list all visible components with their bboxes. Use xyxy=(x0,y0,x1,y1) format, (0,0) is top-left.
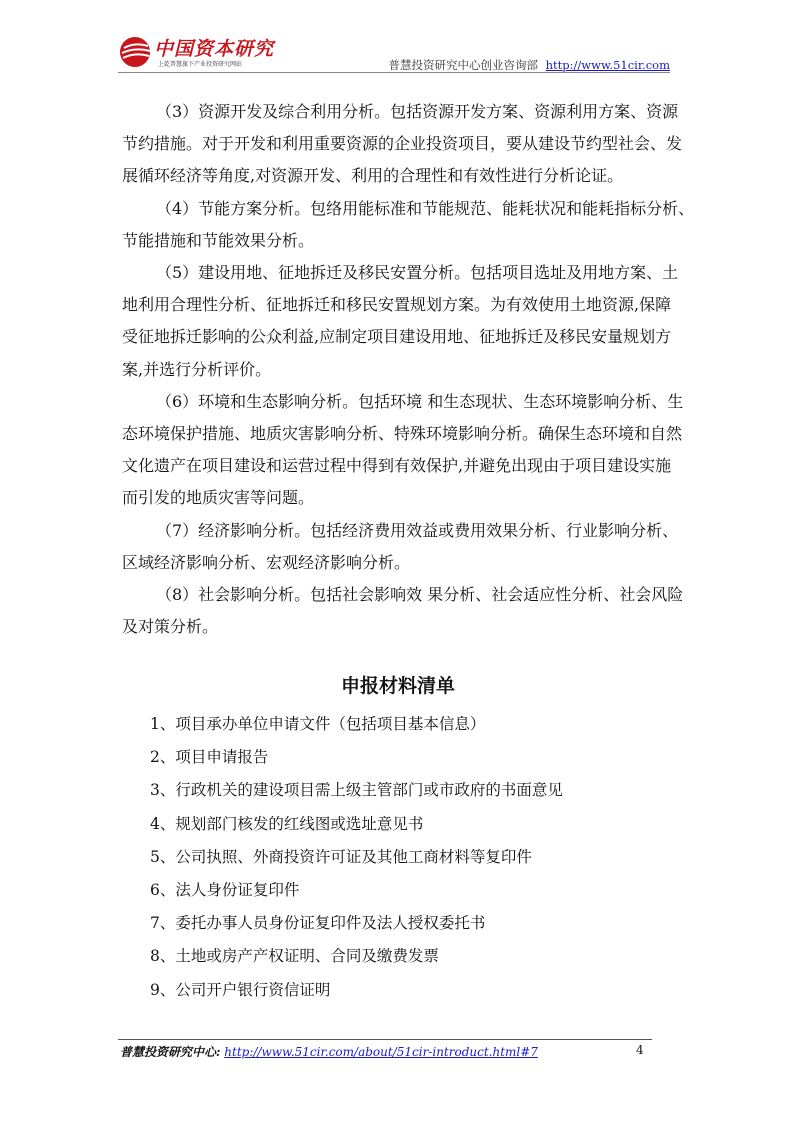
header-divider xyxy=(118,72,670,73)
logo-title: 中国资本研究 xyxy=(154,38,275,60)
list-item: 5、公司执照、外商投资许可证及其他工商材料等复印件 xyxy=(150,847,532,866)
header-link[interactable]: http://www.51cir.com xyxy=(545,58,670,72)
list-item: 7、委托办事人员身份证复印件及法人授权委托书 xyxy=(150,914,486,933)
header-org: 普慧投资研究中心创业咨询部 xyxy=(388,58,538,72)
header-info xyxy=(388,57,670,73)
paragraph-line: 态环境保护措施、地质灾害影响分析、特殊环境影响分析。确保生态环境和自然 xyxy=(122,424,683,444)
paragraph-line: （4）节能方案分析。包络用能标准和节能规范、能耗状况和能耗指标分析、 xyxy=(156,198,695,218)
footer-label: 普慧投资研究中心: xyxy=(120,1045,221,1059)
paragraph-line: 而引发的地质灾害等问题。 xyxy=(122,488,315,508)
list-item: 2、项目申请报告 xyxy=(150,748,269,767)
paragraph-line: 节约措施。对于开发和利用重要资源的企业投资项目，要从建设节约型社会、发 xyxy=(122,134,683,154)
paragraph xyxy=(122,193,695,257)
list-item: 8、土地或房产产权证明、合同及缴费发票 xyxy=(150,947,439,966)
paragraph xyxy=(122,579,684,643)
paragraph-line: （3）资源开发及综合利用分析。包括资源开发方案、资源利用方案、资源 xyxy=(156,102,679,121)
paragraph-line: （5）建设用地、征地拆迁及移民安置分析。包括项目选址及用地方案、土 xyxy=(156,263,679,283)
paragraph-line: 案,并选行分析评价。 xyxy=(122,359,272,379)
paragraph-line: 及对策分析。 xyxy=(122,617,219,637)
paragraph-line: 节能措施和节能效果分析。 xyxy=(122,230,315,250)
paragraph-line: 展循环经济等角度,对资源开发、利用的合理性和有效性进行分析论证。 xyxy=(122,166,624,186)
logo-emblem-icon xyxy=(118,34,154,70)
paragraph xyxy=(122,257,679,386)
list-item: 9、公司开户银行资信证明 xyxy=(150,980,331,999)
logo-subtitle: 上乾普慧旗下产业投资研究网站 xyxy=(158,61,243,68)
page-footer xyxy=(120,1043,538,1060)
list-item: 1、项目承办单位申请文件（包括项目基本信息） xyxy=(150,715,486,733)
paragraph xyxy=(122,96,683,193)
footer-divider xyxy=(118,1039,652,1040)
paragraph-line: 受征地拆迁影响的公众利益,应制定项目建设用地、征地拆迁及移民安量规划方 xyxy=(122,327,672,347)
footer-link[interactable]: http://www.51cir.com/about/51cir-introduct.html#7 xyxy=(224,1045,538,1059)
paragraph-line: （7）经济影响分析。包括经济费用效益或费用效果分析、行业影响分析、 xyxy=(156,520,679,540)
logo xyxy=(118,32,298,72)
list-item: 3、行政机关的建设项目需上级主管部门或市政府的书面意见 xyxy=(150,781,563,800)
paragraph-line: 地利用合理性分析、征地拆迁和移民安置规划方案。为有效使用土地资源,保障 xyxy=(122,295,672,315)
paragraph-line: 文化遗产在项目建设和运营过程中得到有效保护,并避免出现由于项目建设实施 xyxy=(122,456,672,476)
materials-list xyxy=(150,708,563,1007)
paragraph xyxy=(122,515,679,579)
paragraph xyxy=(122,386,684,515)
page-number: 4 xyxy=(636,1043,644,1057)
paragraph-line: （6）环境和生态影响分析。包括环境 和生态现状、生态环境影响分析、生 xyxy=(156,391,684,411)
body-text xyxy=(122,96,695,643)
list-item: 4、规划部门核发的红线图或选址意见书 xyxy=(150,814,424,833)
paragraph-line: 区域经济影响分析、宏观经济影响分析。 xyxy=(122,552,411,572)
paragraph-line: （8）社会影响分析。包括社会影响效 果分析、社会适应性分析、社会风险 xyxy=(156,585,684,605)
section-title: 申报材料清单 xyxy=(340,675,455,697)
page-header xyxy=(118,32,670,72)
list-item: 6、法人身份证复印件 xyxy=(150,880,300,899)
